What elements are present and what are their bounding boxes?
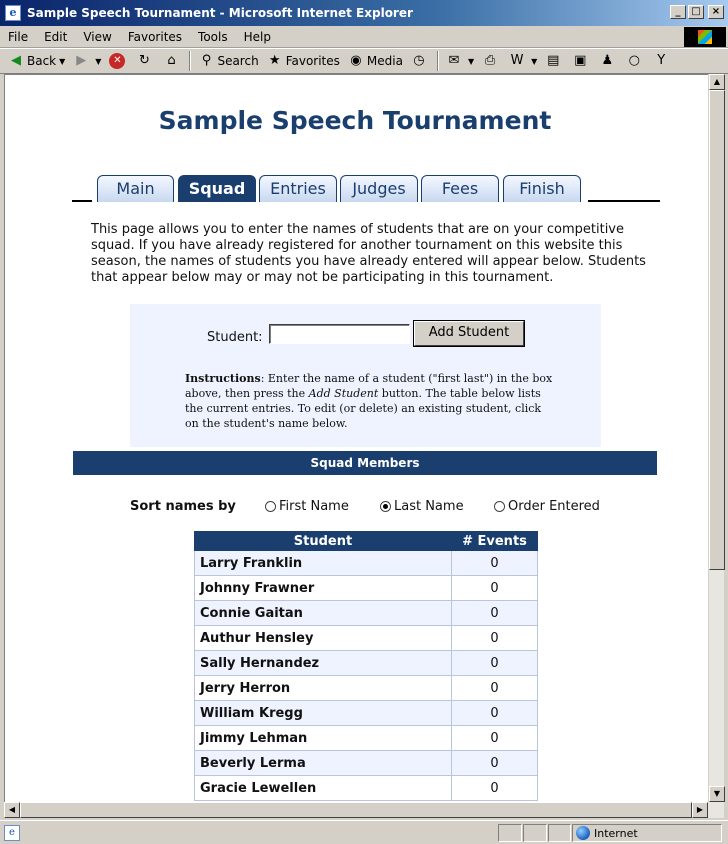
minimize-button[interactable]: _ xyxy=(670,5,686,19)
event-count: 0 xyxy=(452,551,538,576)
student-name-link[interactable]: Larry Franklin xyxy=(195,551,452,576)
mail-dropdown-icon[interactable]: ▼ xyxy=(467,56,475,66)
instructions-part2: button. The table below lists the current entries. To edit (or delete) an existing student, click on the student's name below. xyxy=(185,387,542,430)
table-row[interactable] xyxy=(195,576,538,601)
student-input[interactable] xyxy=(269,324,410,344)
word-edit-icon: W xyxy=(510,53,524,68)
forward-dropdown-icon[interactable]: ▼ xyxy=(95,56,102,66)
event-count: 0 xyxy=(452,576,538,601)
window-controls xyxy=(670,5,724,19)
table-row[interactable] xyxy=(195,651,538,676)
instructions-lead: Instructions xyxy=(185,372,261,385)
discuss-icon: ▤ xyxy=(547,53,560,68)
status-panel xyxy=(498,824,522,842)
table-row[interactable] xyxy=(195,601,538,626)
table-header-row xyxy=(195,532,538,551)
media-icon: ◉ xyxy=(350,53,362,68)
back-label: Back xyxy=(27,54,57,68)
student-name-link[interactable]: William Kregg xyxy=(195,701,452,726)
home-icon: ⌂ xyxy=(167,53,176,68)
intro-text: This page allows you to enter the names of students that are on your competitive squad. If you have already registered for another tournament on this website this season, the names of students you have already entered will appear below. Students that appear below may or may not be participating in this tournament. xyxy=(91,222,646,285)
toolbar-separator xyxy=(437,51,439,71)
zone-label: Internet xyxy=(594,826,638,840)
back-dropdown-icon[interactable]: ▼ xyxy=(59,56,66,66)
tab-main[interactable]: Main xyxy=(97,175,174,202)
refresh-icon: ↻ xyxy=(139,53,150,68)
menu-favorites[interactable]: Favorites xyxy=(127,29,183,44)
favorites-label: Favorites xyxy=(285,54,340,68)
add-student-panel xyxy=(130,304,601,447)
table-row[interactable] xyxy=(195,726,538,751)
maximize-button[interactable]: □ xyxy=(688,5,704,19)
history-icon: ◷ xyxy=(413,53,425,68)
scroll-down-button[interactable]: ▼ xyxy=(709,786,725,802)
instructions-part1: : Enter the name of a student ("first last") in the box above, then press the xyxy=(185,372,553,400)
forward-button[interactable] xyxy=(69,50,105,72)
table-body xyxy=(195,551,538,801)
table-row[interactable] xyxy=(195,751,538,776)
sort-last-name-radio[interactable] xyxy=(380,501,391,512)
student-name-link[interactable]: Connie Gaitan xyxy=(195,601,452,626)
sort-order-entered-label: Order Entered xyxy=(508,499,600,514)
event-count: 0 xyxy=(452,651,538,676)
instructions-emphasis: Add Student xyxy=(308,387,379,400)
horizontal-scroll-thumb[interactable] xyxy=(20,802,692,818)
edit-dropdown-icon[interactable]: ▼ xyxy=(531,56,538,66)
chat-bubble-icon: ○ xyxy=(628,53,640,68)
toolbar-separator xyxy=(189,51,191,71)
column-header-events[interactable]: # Events xyxy=(452,532,538,551)
yahoo-button[interactable] xyxy=(649,50,676,72)
discuss-button[interactable] xyxy=(541,50,568,72)
event-count: 0 xyxy=(452,776,538,801)
event-count: 0 xyxy=(452,726,538,751)
tab-judges[interactable]: Judges xyxy=(340,175,418,202)
student-name-link[interactable]: Johnny Frawner xyxy=(195,576,452,601)
tab-baseline-right xyxy=(588,200,660,202)
scroll-left-button[interactable]: ◀ xyxy=(4,802,20,818)
browser-toolbar xyxy=(0,48,728,74)
back-button[interactable] xyxy=(4,50,69,72)
student-name-link[interactable]: Gracie Lewellen xyxy=(195,776,452,801)
sort-order-entered-option[interactable] xyxy=(494,499,600,514)
menu-file[interactable]: File xyxy=(8,29,29,44)
add-student-button[interactable]: Add Student xyxy=(414,321,524,346)
table-row[interactable] xyxy=(195,776,538,801)
search-label: Search xyxy=(217,54,259,68)
sort-order-entered-radio[interactable] xyxy=(494,501,505,512)
student-label: Student: xyxy=(207,330,263,345)
table-row[interactable] xyxy=(195,626,538,651)
table-row[interactable] xyxy=(195,676,538,701)
sort-last-name-option[interactable] xyxy=(380,499,464,514)
print-icon: ⎙ xyxy=(484,53,496,68)
favorites-button[interactable] xyxy=(263,50,344,72)
event-count: 0 xyxy=(452,751,538,776)
vertical-scrollbar[interactable] xyxy=(708,74,724,802)
page-title: Sample Speech Tournament xyxy=(158,106,552,135)
close-button[interactable]: × xyxy=(708,5,724,19)
vertical-scroll-thumb[interactable] xyxy=(709,90,725,570)
mail-icon: ✉ xyxy=(448,53,460,68)
stop-button[interactable] xyxy=(105,50,132,72)
window-title-bar[interactable] xyxy=(0,0,728,26)
home-button[interactable] xyxy=(159,50,186,72)
favorites-star-icon: ★ xyxy=(268,53,281,68)
event-count: 0 xyxy=(452,676,538,701)
messenger-button[interactable] xyxy=(595,50,622,72)
media-label: Media xyxy=(366,54,403,68)
squad-table xyxy=(194,531,538,801)
student-name-link[interactable]: Jimmy Lehman xyxy=(195,726,452,751)
squad-members-header: Squad Members xyxy=(73,451,657,475)
status-panel xyxy=(548,824,571,842)
tab-squad[interactable]: Squad xyxy=(178,175,256,202)
event-count: 0 xyxy=(452,601,538,626)
messenger-icon: ♟ xyxy=(601,53,614,68)
mail-button[interactable] xyxy=(442,50,478,72)
table-row[interactable] xyxy=(195,551,538,576)
scroll-up-button[interactable]: ▲ xyxy=(709,74,725,90)
research-button[interactable] xyxy=(568,50,595,72)
history-button[interactable] xyxy=(407,50,434,72)
tab-baseline-left xyxy=(72,200,92,202)
student-name-link[interactable]: Jerry Herron xyxy=(195,676,452,701)
horizontal-scrollbar[interactable] xyxy=(4,802,724,818)
sort-first-name-option[interactable] xyxy=(265,499,349,514)
stop-icon: ✕ xyxy=(109,53,125,69)
status-bar xyxy=(0,820,728,844)
chat-button[interactable] xyxy=(622,50,649,72)
page-viewport xyxy=(4,74,708,802)
refresh-button[interactable] xyxy=(132,50,159,72)
sort-label: Sort names by xyxy=(130,499,236,514)
security-zone xyxy=(572,824,722,842)
student-name-link[interactable]: Beverly Lerma xyxy=(195,751,452,776)
sort-options xyxy=(5,499,705,517)
scroll-right-button[interactable]: ▶ xyxy=(692,802,708,818)
instructions-text xyxy=(185,371,555,431)
print-button[interactable] xyxy=(478,50,505,72)
window-title: Sample Speech Tournament - Microsoft Internet Explorer xyxy=(27,6,413,20)
menu-edit[interactable]: Edit xyxy=(44,29,68,44)
tab-fees[interactable]: Fees xyxy=(421,175,499,202)
column-header-student[interactable]: Student xyxy=(195,532,452,551)
menu-help[interactable]: Help xyxy=(243,29,271,44)
event-count: 0 xyxy=(452,701,538,726)
back-arrow-icon: ◀ xyxy=(11,53,21,68)
status-panel xyxy=(523,824,547,842)
page-status-icon: e xyxy=(4,825,20,841)
event-count: 0 xyxy=(452,626,538,651)
media-button[interactable] xyxy=(344,50,407,72)
menu-bar xyxy=(0,26,728,48)
student-name-link[interactable]: Authur Hensley xyxy=(195,626,452,651)
sort-first-name-label: First Name xyxy=(279,499,349,514)
menu-tools[interactable]: Tools xyxy=(198,29,228,44)
student-name-link[interactable]: Sally Hernandez xyxy=(195,651,452,676)
forward-arrow-icon: ▶ xyxy=(76,53,87,68)
edit-button[interactable] xyxy=(505,50,541,72)
ie-icon: e xyxy=(5,5,21,21)
search-button[interactable] xyxy=(194,50,262,72)
table-row[interactable] xyxy=(195,701,538,726)
sort-last-name-label: Last Name xyxy=(394,499,464,514)
search-icon: ⚲ xyxy=(201,53,212,68)
internet-globe-icon xyxy=(576,826,590,840)
menu-view[interactable]: View xyxy=(83,29,112,44)
research-icon: ▣ xyxy=(574,53,587,68)
sort-first-name-radio[interactable] xyxy=(265,501,276,512)
tab-finish[interactable]: Finish xyxy=(503,175,581,202)
yahoo-icon: Y xyxy=(657,53,666,68)
windows-logo-icon xyxy=(684,27,726,47)
tab-entries[interactable]: Entries xyxy=(259,175,337,202)
